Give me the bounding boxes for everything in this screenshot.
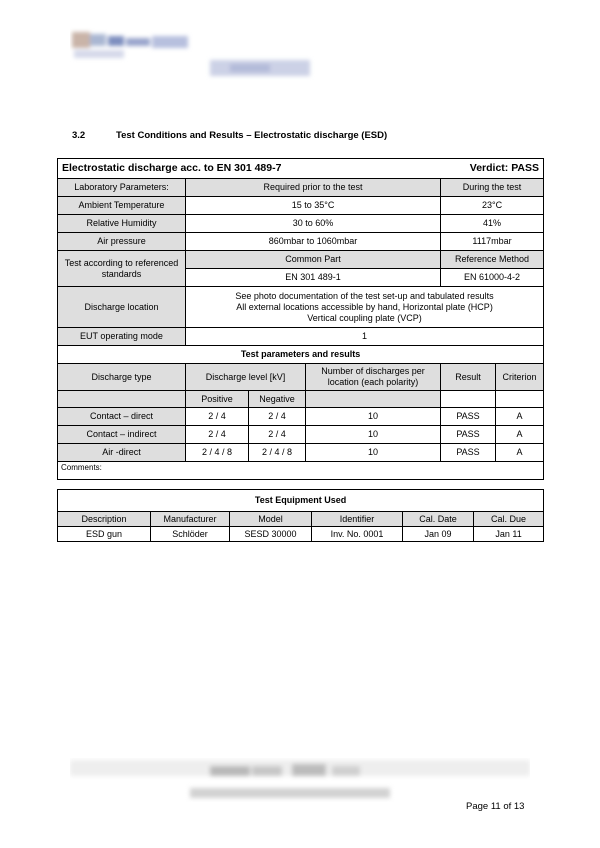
page-number: Page 11 of 13 [466,801,525,812]
result: PASS [441,426,496,444]
header-cal-due: Cal. Due [474,512,544,527]
header-during: During the test [441,179,544,197]
ambient-temperature-during: 23°C [441,197,544,215]
relative-humidity-label: Relative Humidity [58,215,186,233]
level-negative: 2 / 4 / 8 [249,444,306,462]
comments: Comments: [58,462,544,480]
discharge-type: Contact – direct [58,408,186,426]
header-positive: Positive [186,391,249,408]
eut-mode-value: 1 [186,328,544,346]
esd-test-table [57,158,544,480]
standards-label: Test according to referenced standards [58,251,186,287]
results-title: Test parameters and results [58,346,544,364]
equipment-cal-due: Jan 11 [474,527,544,542]
header-cal-date: Cal. Date [403,512,474,527]
section-number: 3.2 [72,130,86,141]
discharge-location-line-3: Vertical coupling plate (VCP) [307,312,422,323]
level-positive: 2 / 4 / 8 [186,444,249,462]
section-heading [72,130,387,141]
equipment-identifier: Inv. No. 0001 [312,527,403,542]
criterion: A [496,444,544,462]
criterion: A [496,408,544,426]
table-row [58,527,544,542]
air-pressure-required: 860mbar to 1060mbar [186,233,441,251]
air-pressure-during: 1117mbar [441,233,544,251]
result: PASS [441,408,496,426]
equipment-cal-date: Jan 09 [403,527,474,542]
discharge-location-line-2: All external locations accessible by hand, Horizontal plate (HCP) [236,301,493,312]
header-required: Required prior to the test [186,179,441,197]
discharge-count: 10 [306,444,441,462]
discharge-count: 10 [306,408,441,426]
ambient-temperature-required: 15 to 35°C [186,197,441,215]
footer-company-info [70,758,530,806]
discharge-type: Contact – indirect [58,426,186,444]
table-row [58,444,544,462]
header-laboratory-parameters: Laboratory Parameters: [58,179,186,197]
header-manufacturer: Manufacturer [151,512,230,527]
section-title: Test Conditions and Results – Electrostatic discharge (ESD) [116,130,388,141]
relative-humidity-required: 30 to 60% [186,215,441,233]
ambient-temperature-label: Ambient Temperature [58,197,186,215]
equipment-description: ESD gun [58,527,151,542]
common-part-value: EN 301 489-1 [186,269,441,287]
verdict: Verdict: PASS [441,159,544,179]
discharge-location-line-1: See photo documentation of the test set-up and tabulated results [235,290,494,301]
common-part-header: Common Part [186,251,441,269]
air-pressure-label: Air pressure [58,233,186,251]
header-negative: Negative [249,391,306,408]
blank-cell [306,391,441,408]
table-row [58,408,544,426]
result: PASS [441,444,496,462]
blank-cell [441,391,496,408]
table-row [58,426,544,444]
company-logo [70,26,320,82]
discharge-location-label: Discharge location [58,287,186,328]
relative-humidity-during: 41% [441,215,544,233]
level-positive: 2 / 4 [186,426,249,444]
reference-method-header: Reference Method [441,251,544,269]
level-negative: 2 / 4 [249,408,306,426]
equipment-table [57,489,544,542]
header-result: Result [441,364,496,391]
reference-method-value: EN 61000-4-2 [441,269,544,287]
equipment-table-title: Test Equipment Used [58,490,544,512]
eut-mode-label: EUT operating mode [58,328,186,346]
level-positive: 2 / 4 [186,408,249,426]
equipment-model: SESD 30000 [230,527,312,542]
level-negative: 2 / 4 [249,426,306,444]
header-identifier: Identifier [312,512,403,527]
blank-cell [58,391,186,408]
discharge-count: 10 [306,426,441,444]
equipment-manufacturer: Schlöder [151,527,230,542]
esd-table-title: Electrostatic discharge acc. to EN 301 489-7 [58,159,441,179]
header-discharge-type: Discharge type [58,364,186,391]
discharge-location-value [186,287,544,328]
header-criterion: Criterion [496,364,544,391]
header-model: Model [230,512,312,527]
header-discharge-count: Number of discharges per location (each polarity) [306,364,441,391]
discharge-type: Air -direct [58,444,186,462]
blank-cell [496,391,544,408]
header-description: Description [58,512,151,527]
criterion: A [496,426,544,444]
header-discharge-level: Discharge level [kV] [186,364,306,391]
